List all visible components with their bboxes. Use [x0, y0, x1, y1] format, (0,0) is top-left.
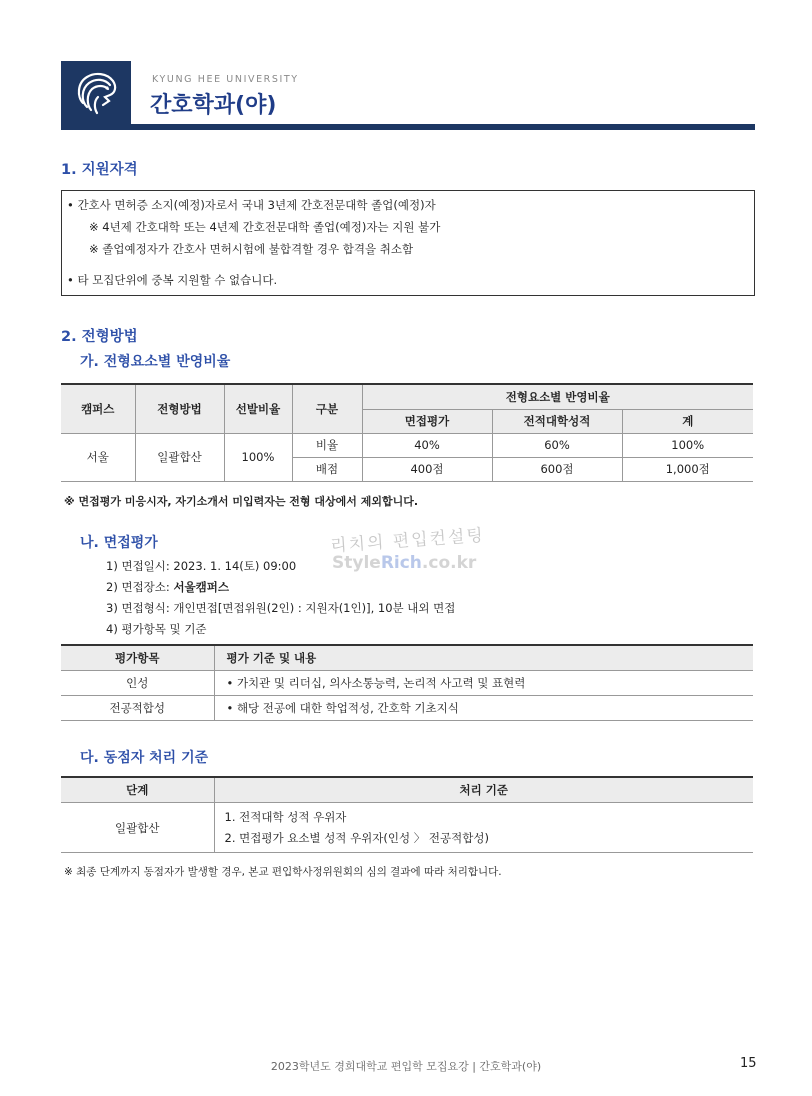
interview-item	[106, 579, 229, 595]
university-name: KYUNG HEE UNIVERSITY	[152, 74, 299, 85]
cell-value: 600점	[492, 457, 622, 481]
header-element-ratio: 전형요소별 반영비율	[362, 384, 753, 409]
footer-text: 2023학년도 경희대학교 편입학 모집요강 | 간호학과(야)	[270, 1060, 542, 1073]
tiebreak-criterion: 2. 면접평가 요소별 성적 우위자(인성 〉 전공적합성)	[224, 830, 489, 845]
header-eval-item: 평가항목	[61, 645, 214, 671]
subsection-title-tiebreak: 다. 동점자 처리 기준	[80, 750, 209, 766]
section-title-eligibility: 1. 지원자격	[61, 162, 138, 178]
page-number: 15	[740, 1056, 757, 1071]
header-interview: 면접평가	[362, 409, 492, 433]
ratio-note: ※ 면접평가 미응시자, 자기소개서 미입력자는 전형 대상에서 제외합니다.	[64, 495, 419, 508]
header-total: 계	[622, 409, 753, 433]
cell-category-ratio: 비율	[292, 433, 362, 457]
university-logo	[61, 61, 131, 124]
ratio-table	[61, 383, 753, 482]
eligibility-item: • 타 모집단위에 중복 지원할 수 없습니다.	[67, 273, 278, 287]
subsection-title-ratio: 가. 전형요소별 반영비율	[80, 354, 231, 370]
header-category: 구분	[292, 384, 362, 433]
subsection-title-interview: 나. 면접평가	[80, 535, 158, 551]
interview-item: 4) 평가항목 및 기준	[106, 622, 207, 636]
interview-place: 서울캠퍼스	[173, 580, 229, 594]
cell-eval-item: 전공적합성	[61, 696, 214, 721]
interview-criteria-table	[61, 644, 753, 721]
cell-value: 1,000점	[622, 457, 753, 481]
eligibility-item: • 간호사 면허증 소지(예정)자로서 국내 3년제 간호전문대학 졸업(예정)자	[67, 198, 436, 212]
tiebreak-note: ※ 최종 단계까지 동점자가 발생할 경우, 본교 편입학사정위원회의 심의 결과에 따라 처리합니다.	[64, 866, 502, 878]
eligibility-note: ※ 졸업예정자가 간호사 면허시험에 불합격할 경우 합격을 취소함	[89, 242, 414, 256]
cell-value: 60%	[492, 433, 622, 457]
cell-method: 일괄합산	[135, 433, 224, 481]
cell-ratio: 100%	[224, 433, 292, 481]
header-campus: 캠퍼스	[61, 384, 135, 433]
watermark-url-part: Rich	[380, 553, 422, 573]
cell-stage: 일괄합산	[61, 803, 214, 853]
header-divider	[61, 124, 755, 130]
cell-eval-item: 인성	[61, 671, 214, 696]
cell-campus: 서울	[61, 433, 135, 481]
cell-value: 400점	[362, 457, 492, 481]
cell-eval-criteria: • 가치관 및 리더십, 의사소통능력, 논리적 사고력 및 표현력	[214, 671, 753, 696]
watermark-url	[332, 553, 476, 573]
header-ratio: 선발비율	[224, 384, 292, 433]
tiebreak-table	[61, 776, 753, 853]
section-title-selection: 2. 전형방법	[61, 329, 138, 345]
page-title: 간호학과(야)	[150, 93, 277, 118]
cell-category-score: 배점	[292, 457, 362, 481]
header-method: 전형방법	[135, 384, 224, 433]
eligibility-box	[61, 190, 755, 296]
cell-value: 40%	[362, 433, 492, 457]
lion-logo-icon	[61, 61, 131, 124]
interview-place-label: 2) 면접장소:	[106, 580, 174, 594]
watermark-text: 리치의 편입컨설팅	[329, 525, 486, 557]
cell-value: 100%	[622, 433, 753, 457]
header-stage: 단계	[61, 777, 214, 803]
header-eval-criteria: 평가 기준 및 내용	[214, 645, 753, 671]
interview-item: 1) 면접일시: 2023. 1. 14(토) 09:00	[106, 559, 297, 573]
watermark-url-part: Style	[332, 553, 381, 573]
header-tiebreak-criteria: 처리 기준	[214, 777, 753, 803]
cell-tiebreak-criteria	[214, 803, 753, 853]
cell-eval-criteria: • 해당 전공에 대한 학업적성, 간호학 기초지식	[214, 696, 753, 721]
tiebreak-criterion: 1. 전적대학 성적 우위자	[224, 809, 347, 824]
watermark-url-part: .co.kr	[421, 553, 477, 573]
header-grades: 전적대학성적	[492, 409, 622, 433]
eligibility-note: ※ 4년제 간호대학 또는 4년제 간호전문대학 졸업(예정)자는 지원 불가	[89, 220, 441, 234]
interview-item: 3) 면접형식: 개인면접[면접위원(2인) : 지원자(1인)], 10분 내외 면접	[106, 601, 456, 615]
